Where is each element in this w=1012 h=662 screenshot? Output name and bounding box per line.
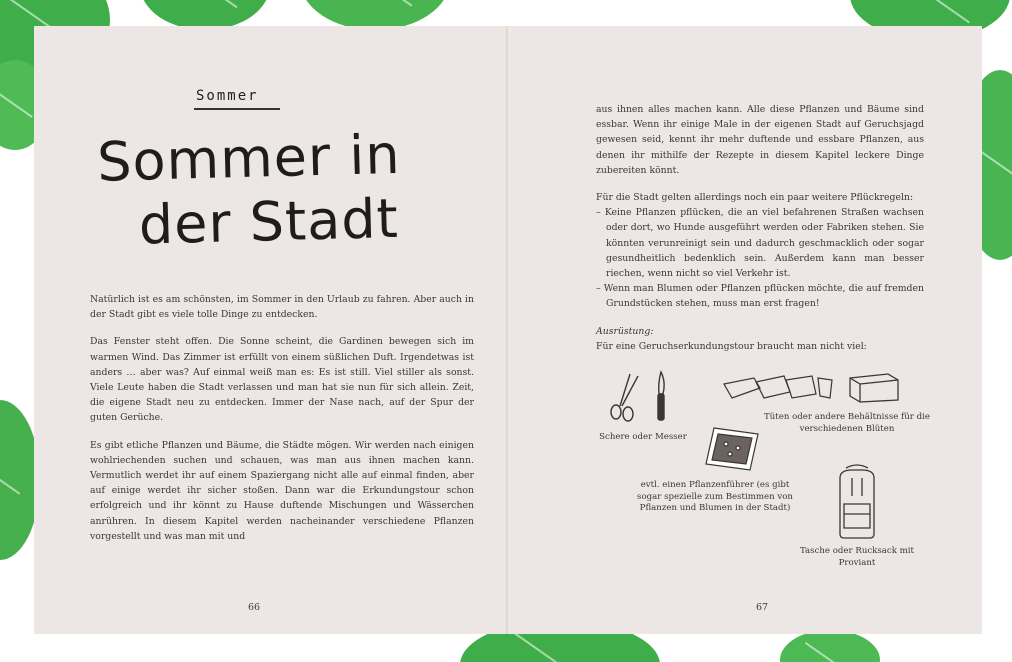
caption-guide: evtl. einen Pflanzenführer (es gibt sogar spezielle zum Bestimmen von Pflanzen und Blumen in der Stadt)	[637, 480, 793, 513]
bag-icon	[720, 372, 836, 406]
section-underline	[194, 108, 280, 110]
body-text-left	[90, 292, 474, 556]
page-title	[96, 121, 459, 258]
box-icon	[846, 366, 902, 406]
right-page	[510, 26, 982, 634]
title-line-1: Sommer in	[96, 122, 402, 194]
page-number-left: 66	[248, 602, 261, 613]
equipment-label: Ausrüstung:	[596, 326, 654, 337]
body-text-right	[596, 102, 924, 312]
section-label: Sommer	[196, 88, 259, 104]
paragraph: Es gibt etliche Pflanzen und Bäume, die Städte mögen. Wir werden nach einigen wohlriechenden suchen und schauen, was man aus ihnen machen kann. Vermutlich werdet ihr auf einem Spaziergang nicht alle auf einmal finden, aber auf einige werdet ihr sicher stoßen. Dann war die Erkundungstour schon erfolgreich und ihr könnt zu Hause duftende Mischungen und Wässerchen anrühren. In diesem Kapitel werden nacheinander verschiedene Pflanzen vorgestellt und was man mit und	[90, 439, 474, 542]
backpack-icon	[832, 462, 882, 542]
equipment-intro: Für eine Geruchserkundungstour braucht man nicht viel:	[596, 341, 867, 352]
caption-scissors: Schere oder Messer	[599, 432, 687, 442]
paragraph: Natürlich ist es am schönsten, im Sommer in den Urlaub zu fahren. Aber auch in der Stadt gibt es viele tolle Dinge zu entdecken.	[90, 294, 474, 321]
left-page	[34, 26, 506, 634]
book-icon	[702, 424, 764, 474]
paragraph: Das Fenster steht offen. Die Sonne scheint, die Gardinen bewegen sich im warmen Wind. Das Zimmer ist erfüllt von einem süßlichen Duft. Irgendetwas ist anders … aber was? Auf einmal weiß man es: Es ist still. Viel stiller als sonst. Viele Leute haben die Stadt verlassen und man hat sie nun für sich allein. Zeit, die eigene Stadt neu zu entdecken. Immer der Nase nach, auf der Spur der guten Gerüche.	[90, 336, 474, 424]
rules-intro: Für die Stadt gelten allerdings noch ein paar weitere Pflückregeln:	[596, 192, 914, 204]
equipment-section	[596, 324, 936, 354]
rule-item: – Keine Pflanzen pflücken, die an viel befahrenen Straßen wachsen oder dort, wo Hunde ausgeführt werden oder Fabriken stehen. Sie könnten verunreinigt sein und dadurch geschmacklich oder sogar gesundheitlich bedenklich sein. Außerdem kann man besser riechen, wenn nicht so viel Verkehr ist.	[596, 207, 924, 280]
leaf-decoration	[780, 630, 880, 662]
paragraph: aus ihnen alles machen kann. Alle diese Pflanzen und Bäume sind essbar. Wenn ihr einige Male in der eigenen Stadt auf Geruchsjagd gewesen seid, kennt ihr mehr duftende und essbare Pflanzen, aus denen ihr mithilfe der Rezepte in diesem Kapitel leckere Dinge zubereiten könnt.	[596, 104, 924, 176]
page-number-right: 67	[756, 602, 769, 613]
rule-item: – Wenn man Blumen oder Pflanzen pflücken möchte, die auf fremden Grundstücken stehen, muss man erst fragen!	[596, 283, 924, 310]
knife-icon	[652, 368, 672, 426]
title-line-2: der Stadt	[138, 186, 400, 257]
caption-backpack: Tasche oder Rucksack mit Proviant	[799, 546, 915, 568]
caption-bags: Tüten oder andere Behältnisse für die verschiedenen Blüten	[764, 412, 930, 434]
